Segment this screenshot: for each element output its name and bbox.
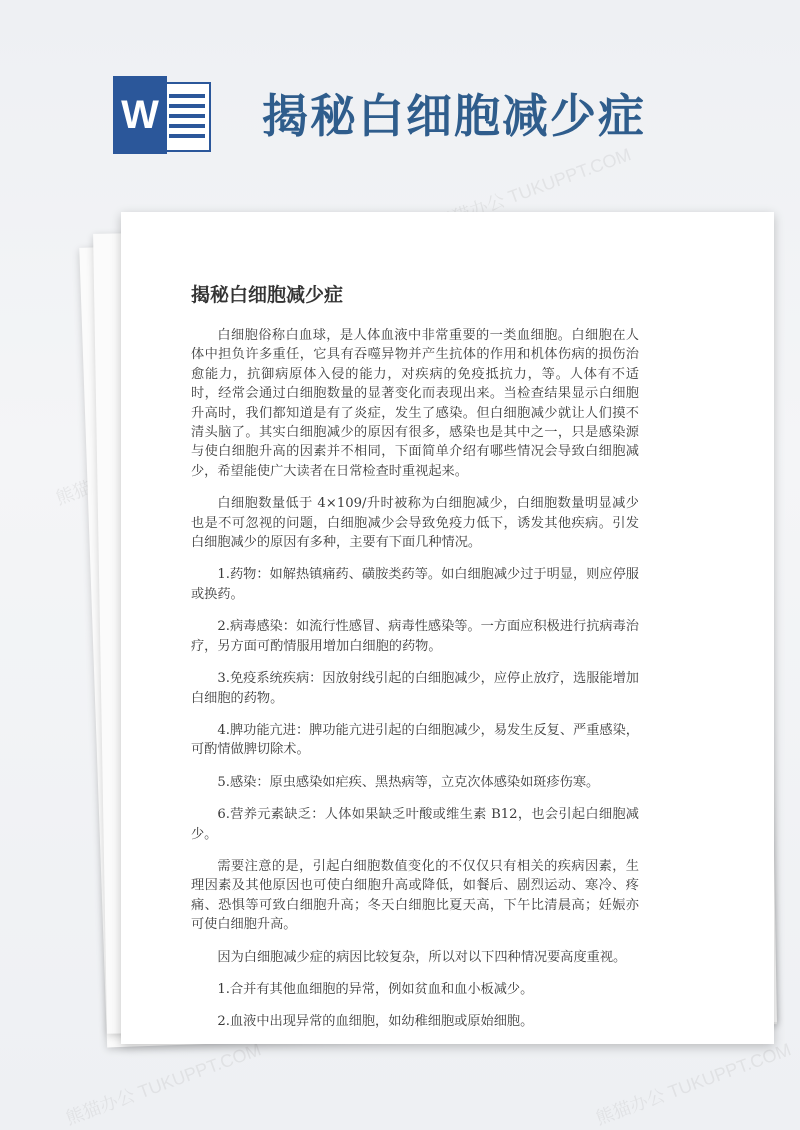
- paragraph-intro: 白细胞俗称白血球，是人体血液中非常重要的一类血细胞。白细胞在人体中担负许多重任，它具有吞噬异物并产生抗体的作用和机体伤病的损伤治愈能力，抗御病原体入侵的能力，对疾病的免疫抵抗力，等。人体有不适时，经常会通过白细胞数量的显著变化而表现出来。当检查结果显示白细胞升高时，我们都知道是有了炎症，发生了感染。但白细胞减少就让人们摸不清头脑了。其实白细胞减少的原因有很多，感染也是其中之一，只是感染源与使白细胞升高的因素并不相同，下面简单介绍有哪些情况会导致白细胞减少，希望能使广大读者在日常检查时重视起来。: [191, 328, 639, 479]
- paragraph-note: 需要注意的是，引起白细胞数值变化的不仅仅只有相关的疾病因素，生理因素及其他原因也可使白细胞升高或降低，如餐后、剧烈运动、寒冷、疼痛、恐惧等可致白细胞升高；冬天白细胞比夏天高，下午比清晨高；妊娠亦可使白细胞升高。: [191, 858, 639, 933]
- header-title: 揭秘白细胞减少症: [262, 89, 646, 143]
- list-item-cause: 4.脾功能亢进：脾功能亢进引起的白细胞减少，易发生反复、严重感染，可酌情做脾切除术。: [191, 722, 639, 758]
- list-item-cause: 1.药物：如解热镇痛药、磺胺类药等。如白细胞减少过于明显，则应停服或换药。: [191, 567, 639, 602]
- list-item-warning: 1.合并有其他血细胞的异常，例如贫血和血小板减少。: [217, 981, 534, 997]
- document-body: [191, 326, 639, 1045]
- list-item-warning: 2.血液中出现异常的血细胞，如幼稚细胞或原始细胞。: [217, 1014, 534, 1030]
- list-item-cause: 5.感染：原虫感染如疟疾、黑热病等，立克次体感染如斑疹伤寒。: [217, 774, 600, 790]
- paragraph-attention: 因为白细胞减少症的病因比较复杂，所以对以下四种情况要高度重视。: [217, 949, 627, 965]
- list-item-cause: 6.营养元素缺乏：人体如果缺乏叶酸或维生素 B12，也会引起白细胞减少。: [191, 807, 639, 842]
- word-logo-letter: W: [113, 76, 167, 154]
- list-item-cause: 3.免疫系统疾病：因放射线引起的白细胞减少，应停止放疗，选服能增加白细胞的药物。: [191, 671, 639, 706]
- word-document-icon: [113, 76, 213, 154]
- document-title: 揭秘白细胞减少症: [191, 284, 344, 306]
- list-item-cause: 2.病毒感染：如流行性感冒、病毒性感染等。一方面应积极进行抗病毒治疗，另方面可酌情服用增加白细胞的药物。: [191, 619, 639, 654]
- paragraph-definition: 白细胞数量低于 4×109/升时被称为白细胞减少，白细胞数量明显减少也是不可忽视的问题，白细胞减少会导致免疫力低下，诱发其他疾病。引发白细胞减少的原因有多种，主要有下面几种情况。: [191, 496, 639, 551]
